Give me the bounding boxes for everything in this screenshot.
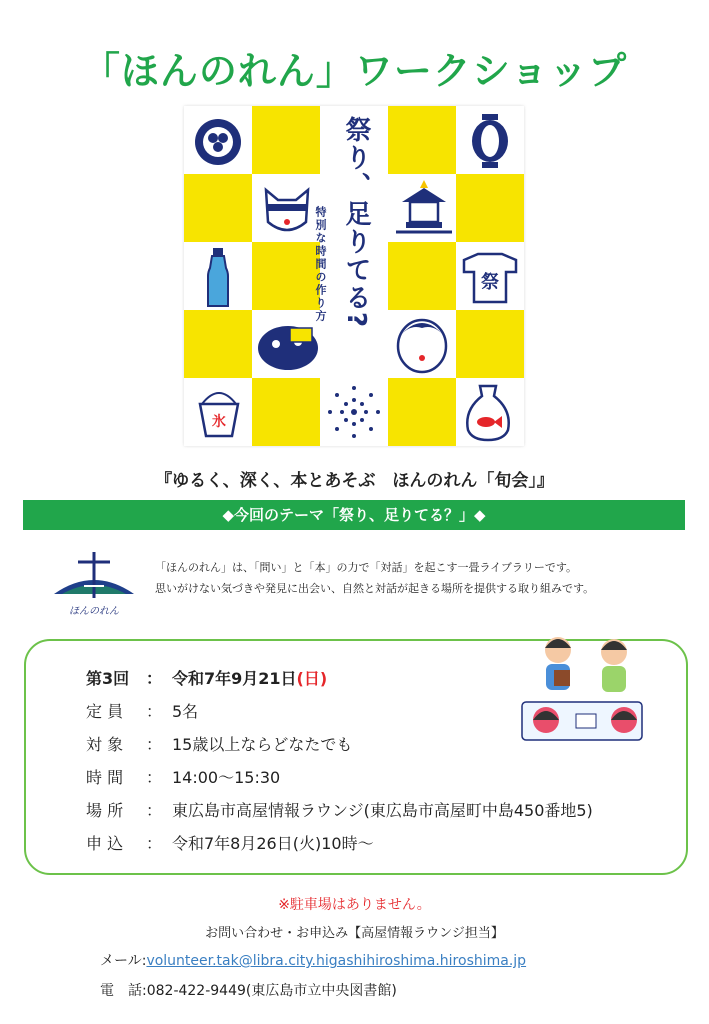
place-label: 場 所 (86, 801, 124, 820)
capacity-row: 定 員 ： 5名 (86, 695, 593, 728)
email-label: メール: (100, 953, 147, 969)
okame-mask-icon (394, 314, 450, 374)
lantern-icon (468, 112, 512, 170)
intro-line-2: 思いがけない気づきや発見に出会い、自然と対話が起きる場所を提供する取り組みです。 (155, 582, 595, 595)
goldfish-bag-icon (460, 382, 516, 442)
tomoe-icon (192, 116, 244, 168)
time-value: 14:00～15:30 (172, 768, 281, 787)
event-subtitle: 『ゆるく、深く、本とあそぶ ほんのれん「旬会」』 (155, 471, 554, 491)
phone-line (100, 980, 397, 1000)
page-title: 「ほんのれん」ワークショップ (81, 49, 628, 93)
shaved-ice-icon (194, 382, 244, 440)
target-label: 対 象 (86, 735, 124, 754)
phone-label: 電 話: (100, 983, 147, 999)
phone-number: 082-422-9449(東広島市立中央図書館) (146, 983, 397, 999)
contact-heading: お問い合わせ・お申込み【高屋情報ラウンジ担当】 (205, 926, 504, 941)
shishi-mask-icon (256, 318, 320, 372)
time-label: 時 間 (86, 768, 124, 787)
intro-line-1: 「ほんのれん」は、「問い」と「本」の力で「対話」を起こす一畳ライブラリーです。 (155, 561, 577, 574)
svg-text:ほんのれん: ほんのれん (69, 606, 119, 617)
parking-notice: ※駐車場はありません。 (278, 897, 431, 913)
email-line (100, 950, 526, 970)
session-row: 第3回 ： 令和7年9月21日(日) (86, 662, 593, 695)
event-details (86, 662, 593, 860)
session-day: (日) (296, 669, 328, 688)
svg-text:祭: 祭 (481, 272, 499, 293)
target-value: 15歳以上ならどなたでも (172, 735, 353, 754)
apply-label: 申 込 (86, 834, 124, 853)
cover-subtitle: 特別な時間の作り方 (314, 206, 327, 323)
svg-text:氷: 氷 (212, 414, 226, 430)
capacity-value: 5名 (172, 702, 199, 721)
fox-mask-icon (260, 182, 314, 236)
capacity-label: 定 員 (86, 702, 124, 721)
cover-title: 祭り、足りてる? (341, 116, 371, 330)
intro-text (155, 557, 695, 599)
apply-row: 申 込 ： 令和7年8月26日(火)10時～ (86, 827, 593, 860)
book-cover (184, 106, 524, 446)
email-link[interactable]: volunteer.tak@libra.city.higashihiroshima.hiroshima.jp (146, 953, 527, 969)
theme-banner: ◆今回のテーマ「祭り、足りてる？」◆ (23, 500, 685, 530)
ramune-bottle-icon (202, 246, 234, 310)
place-value: 東広島市高屋情報ラウンジ(東広島市高屋町中島450番地5) (172, 801, 593, 820)
place-row: 場 所 ： 東広島市高屋情報ラウンジ(東広島市高屋町中島450番地5) (86, 794, 593, 827)
matsuri-happi-icon (460, 250, 520, 306)
honnoren-logo (48, 548, 140, 620)
fireworks-icon (324, 382, 384, 442)
session-label: 第3回 (86, 669, 130, 688)
session-date: 令和7年9月21日 (172, 669, 297, 688)
target-row: 対 象 ： 15歳以上ならどなたでも (86, 728, 593, 761)
mikoshi-icon (392, 176, 456, 240)
apply-value: 令和7年8月26日(火)10時～ (172, 834, 374, 853)
time-row: 時 間 ： 14:00～15:30 (86, 761, 593, 794)
